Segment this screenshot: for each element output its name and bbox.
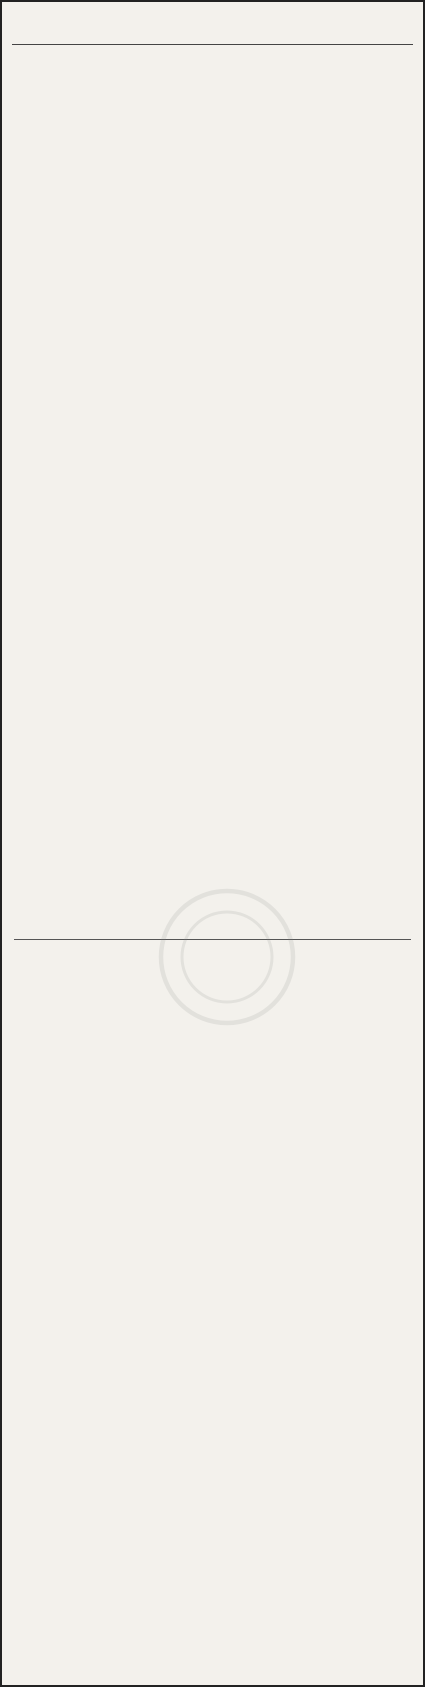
watermark-logo xyxy=(152,882,302,1032)
notice-text-upper xyxy=(14,53,411,933)
notice-signature xyxy=(14,1651,411,1675)
notice-text-lower xyxy=(14,948,411,1598)
notice-title xyxy=(12,10,413,45)
